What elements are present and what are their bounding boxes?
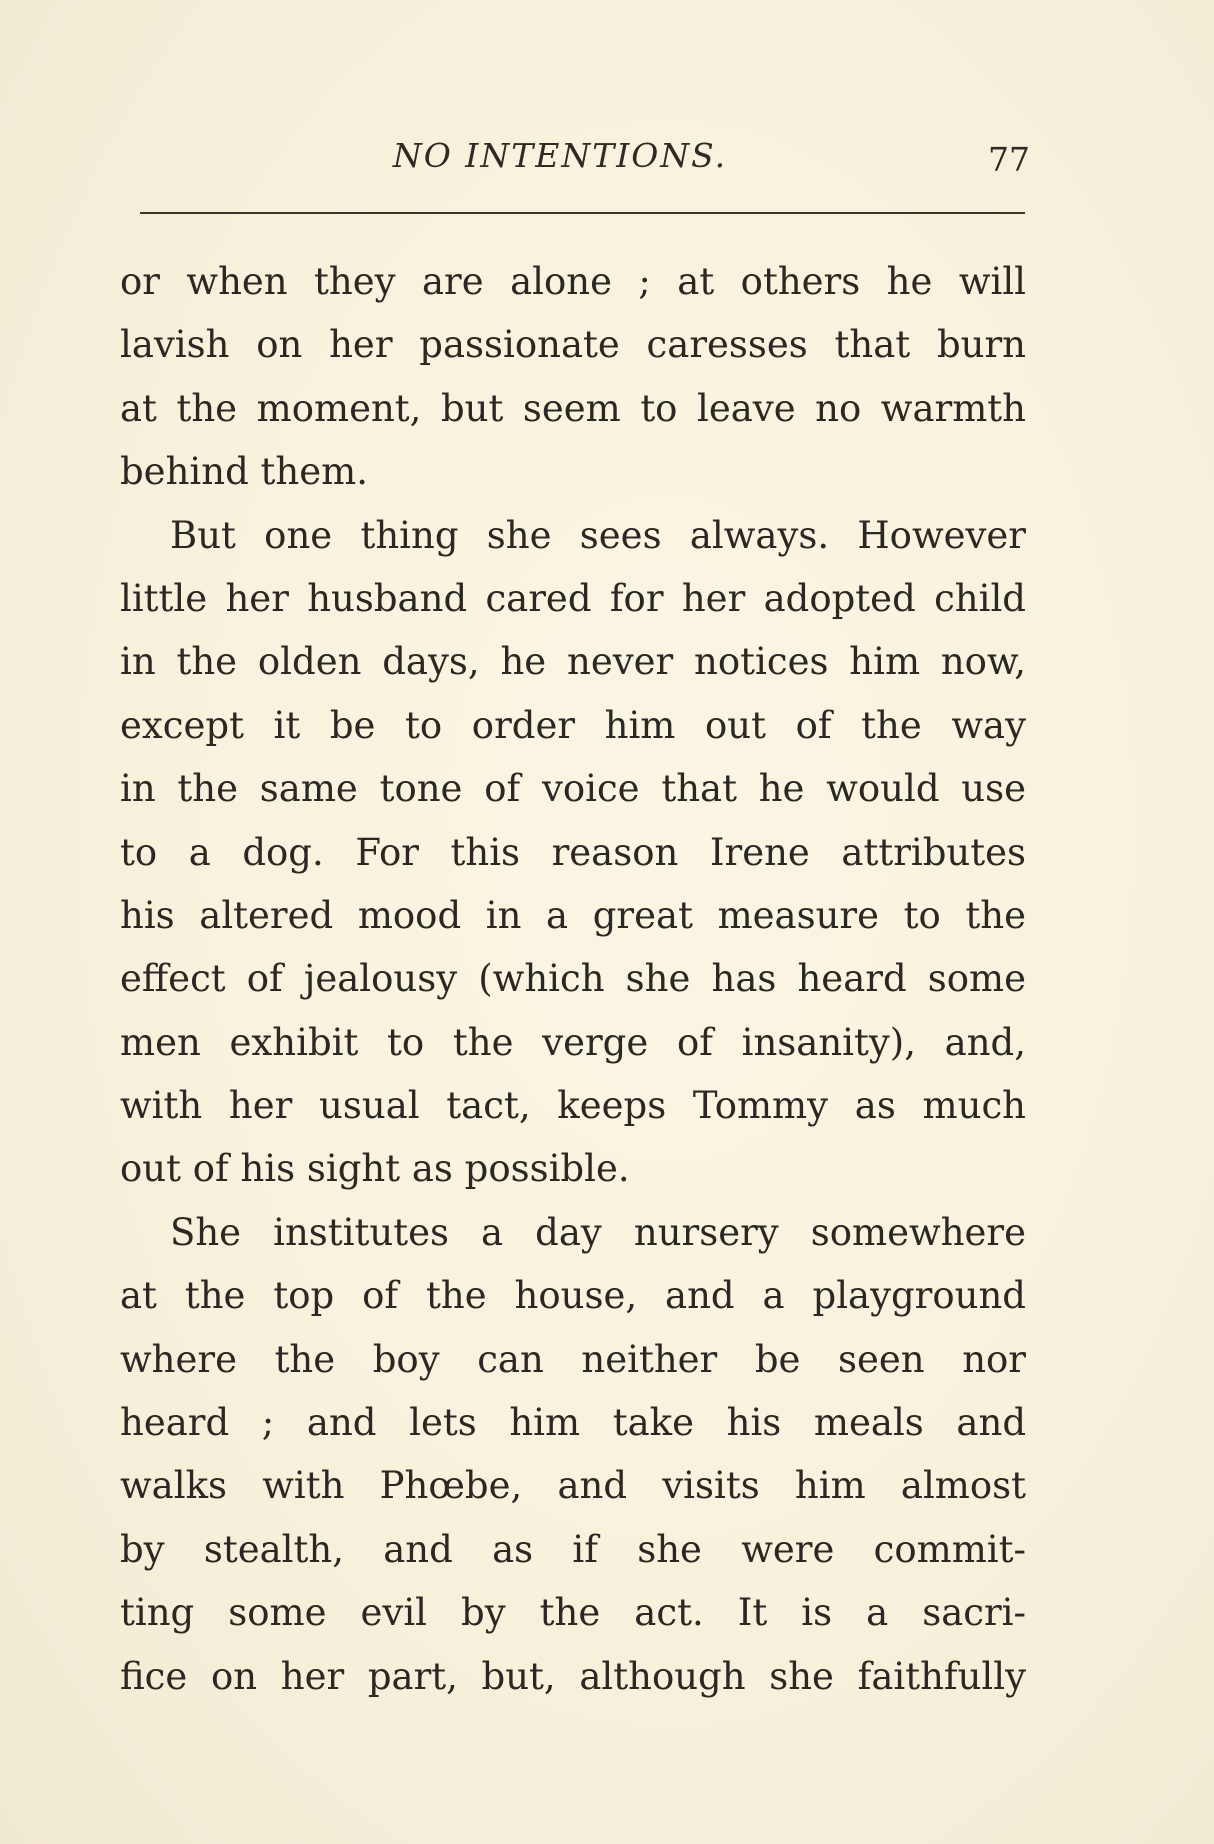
header-rule bbox=[140, 212, 1025, 214]
text-line: little her husband cared for her adopted child bbox=[120, 576, 1026, 620]
body-text bbox=[120, 250, 1026, 1708]
text-line: or when they are alone ; at others he will bbox=[120, 260, 1026, 303]
text-line: But one thing she sees always. However bbox=[170, 513, 1026, 557]
text-line: in the same tone of voice that he would use bbox=[120, 767, 1026, 811]
text-line: where the boy can neither be seen nor bbox=[120, 1337, 1026, 1381]
running-title: NO INTENTIONS. bbox=[392, 136, 728, 175]
text-line: lavish on her passionate caresses that burn bbox=[120, 323, 1026, 367]
text-line: with her usual tact, keeps Tommy as much bbox=[120, 1084, 1026, 1128]
text-line: in the olden days, he never notices him now, bbox=[120, 640, 1026, 684]
running-head bbox=[120, 136, 1030, 186]
text-line: ting some evil by the act. It is a sacri- bbox=[120, 1591, 1026, 1635]
text-line: She institutes a day nursery somewhere bbox=[170, 1210, 1026, 1254]
text-line: to a dog. For this reason Irene attributes bbox=[120, 830, 1026, 874]
text-line: at the moment, but seem to leave no warmth bbox=[120, 386, 1026, 430]
page-number: 77 bbox=[988, 140, 1030, 179]
text-line: men exhibit to the verge of insanity), and, bbox=[120, 1020, 1026, 1064]
text-line: walks with Phœbe, and visits him almost bbox=[120, 1464, 1026, 1508]
text-line: effect of jealousy (which she has heard some bbox=[120, 957, 1026, 1001]
text-line: fice on her part, but, although she faithfully bbox=[120, 1654, 1026, 1698]
text-line: his altered mood in a great measure to the bbox=[120, 893, 1026, 937]
text-line: behind them. bbox=[120, 450, 368, 494]
text-line: at the top of the house, and a playground bbox=[120, 1274, 1026, 1318]
text-line: by stealth, and as if she were commit- bbox=[120, 1527, 1026, 1571]
text-line: out of his sight as possible. bbox=[120, 1147, 630, 1191]
text-line: except it be to order him out of the way bbox=[120, 703, 1026, 747]
text-line: heard ; and lets him take his meals and bbox=[120, 1401, 1026, 1445]
